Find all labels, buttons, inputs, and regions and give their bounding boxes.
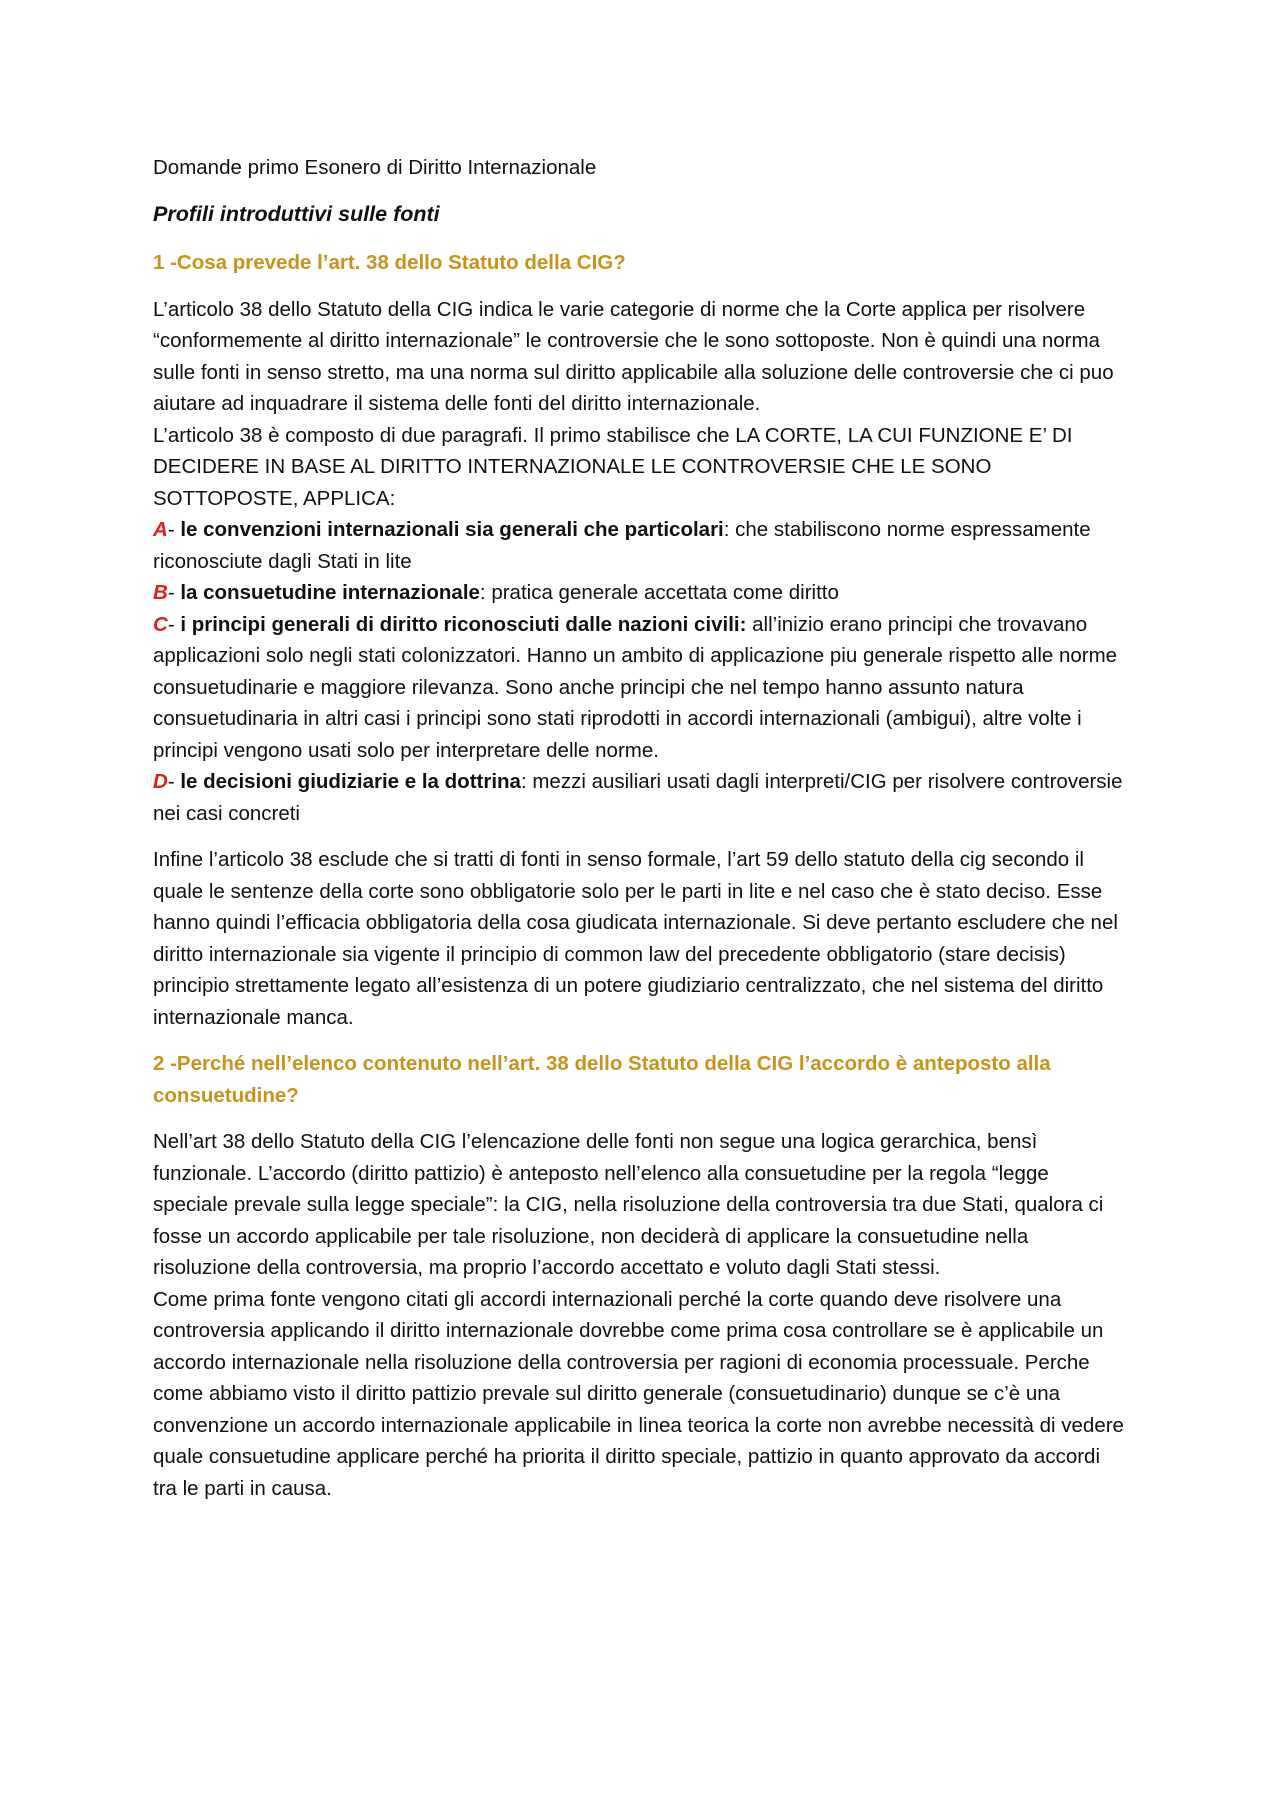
list-term: i principi generali di diritto riconosciuti dalle nazioni civili:	[174, 612, 747, 636]
list-letter: B	[153, 581, 168, 604]
list-separator: -	[167, 770, 175, 793]
list-term: le decisioni giudiziarie e la dottrina	[174, 770, 521, 793]
list-term: la consuetudine internazionale	[174, 581, 480, 604]
answer-1-conclusion: Infine l’articolo 38 esclude che si tratti di fonti in senso formale, l’art 59 dello statuto della cig secondo il quale le sentenze della corte sono obbligatorie solo per le parti in lite e nel caso che è stato deciso. Esse hanno quindi l’efficacia obbligatoria della cosa giudicata internazionale. Si deve pertanto escludere che nel diritto internazionale sia vigente il principio di common law del precedente obbligatorio (stare decisis) principio strettamente legato all’esistenza di un potere giudiziario centralizzato, che nel sistema del diritto internazionale manca.	[153, 848, 1118, 1029]
list-letter: A	[153, 518, 168, 541]
list-text: : pratica generale accettata come diritto	[479, 581, 839, 604]
list-item-a	[153, 514, 1128, 577]
list-item-c	[153, 609, 1128, 767]
question-2-title: 2 -Perché nell’elenco contenuto nell’art. 38 dello Statuto della CIG l’accordo è anteposto alla consuetudine?	[153, 1052, 1051, 1107]
question-1-answer	[153, 294, 1128, 830]
list-text: : che stabiliscono norme espressamente riconosciute dagli Stati in lite	[153, 518, 1091, 573]
list-text: : mezzi ausiliari usati dagli interpreti/CIG per risolvere controversie nei casi concreti	[153, 770, 1123, 825]
list-separator: -	[167, 581, 175, 604]
list-item-b	[153, 577, 1128, 609]
answer-2-paragraph-2: Come prima fonte vengono citati gli accordi internazionali perché la corte quando deve risolvere una controversia applicando il diritto internazionale dovrebbe come prima cosa controllare se è applicabile un accordo internazionale nella risoluzione della controversia per ragioni di economia processuale. Perche come abbiamo visto il diritto pattizio prevale sul diritto generale (consuetudinario) dunque se c’è una convenzione un accordo internazionale applicabile in linea teorica la corte non avrebbe necessità di vedere quale consuetudine applicare perché ha priorita il diritto speciale, pattizio in quanto approvato da accordi tra le parti in causa.	[153, 1287, 1124, 1500]
list-separator: -	[167, 612, 175, 636]
list-letter: D	[153, 770, 168, 793]
list-text: all’inizio erano principi che trovavano applicazioni solo negli stati colonizzatori. Hanno un ambito di applicazione piu generale rispetto alle norme consuetudinarie e maggiore rilevanza. Sono anche principi che nel tempo hanno assunto natura consuetudinaria in altri casi i principi sono stati riprodotti in accordi internazionali (ambigui), altre volte i principi vengono usati solo per interpretare delle norme.	[153, 612, 1118, 762]
list-letter: C	[153, 612, 168, 636]
list-separator: -	[167, 518, 175, 541]
answer-2-paragraph-1: Nell’art 38 dello Statuto della CIG l’elencazione delle fonti non segue una logica gerarchica, bensì funzionale. L’accordo (diritto pattizio) è anteposto nell’elenco alla consuetudine per la regola “legge speciale prevale sulla legge speciale”: la CIG, nella risoluzione della controversia tra due Stati, qualora ci fosse un accordo applicabile per tale risoluzione, non deciderà di applicare la consuetudine nella risoluzione della controversia, ma proprio l’accordo accettato e voluto dagli Stati stessi.	[153, 1130, 1104, 1279]
document-title: Domande primo Esonero di Diritto Internazionale	[153, 156, 597, 179]
answer-1-paragraphs: L’articolo 38 è composto di due paragrafi. Il primo stabilisce che LA CORTE, LA CUI FUNZIONE E’ DI DECIDERE IN BASE AL DIRITTO INTERNAZIONALE LE CONTROVERSIE CHE LE SONO SOTTOPOSTE, APPLICA:	[153, 423, 1073, 510]
question-1-title: 1 -Cosa prevede l’art. 38 dello Statuto della CIG?	[153, 251, 626, 274]
question-2-answer	[153, 1126, 1128, 1504]
answer-1-intro: L’articolo 38 dello Statuto della CIG indica le varie categorie di norme che la Corte applica per risolvere “conformemente al diritto internazionale” le controversie che le sono sottoposte. Non è quindi una norma sulle fonti in senso stretto, ma una norma sul diritto applicabile alla soluzione delle controversie che ci puo aiutare ad inquadrare il sistema delle fonti del diritto internazionale.	[153, 297, 1114, 415]
list-term: le convenzioni internazionali sia generali che particolari	[174, 518, 724, 541]
list-item-d	[153, 766, 1128, 829]
section-title: Profili introduttivi sulle fonti	[153, 201, 440, 226]
